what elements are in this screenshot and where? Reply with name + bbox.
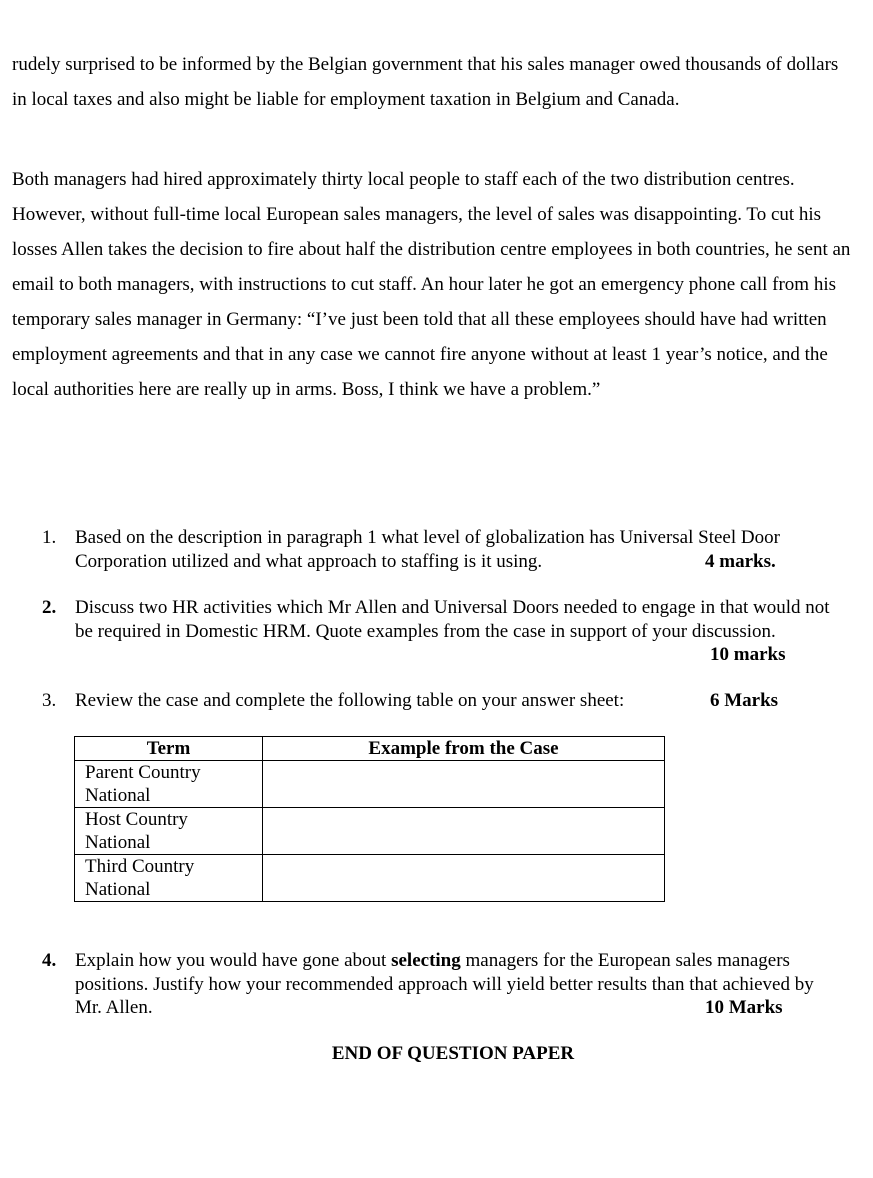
term-cell: Third Country National: [75, 855, 263, 902]
end-of-paper: END OF QUESTION PAPER: [331, 1043, 575, 1064]
question-marks: 10 marks: [710, 644, 786, 665]
question-number: 1.: [42, 527, 57, 548]
term-cell: Parent Country National: [75, 761, 263, 808]
example-cell: [263, 855, 665, 902]
question-text-before: Explain how you would have gone about: [75, 950, 392, 971]
case-paragraph-2: Both managers had hired approximately thirty local people to staff each of the two distribution centres. However, without full-time local European sales managers, the level of sales was disappointing. To cut his losses Allen takes the decision to fire about half the distribution centre employees in both countries, he sent an email to both managers, with instructions to cut staff. An hour later he got an emergency phone call from his temporary sales manager in Germany: “I’ve just been told that all these employees should have had written employment agreements and that in any case we cannot fire anyone without at least 1 year’s notice, and the local authorities here are really up in arms. Boss, I think we have a problem.”: [12, 169, 851, 400]
question-2: [42, 596, 832, 665]
question-number: 2.: [42, 597, 57, 618]
column-header-term: Term: [75, 737, 263, 761]
question-3: [42, 689, 832, 713]
question-1: [42, 526, 832, 573]
table-row: [75, 808, 665, 855]
question-text: Discuss two HR activities which Mr Allen and Universal Doors needed to engage in that would not be required in Domestic HRM. Quote examples from the case in support of your discussion.: [75, 597, 830, 642]
question-text-after: managers for the European sales managers positions. Justify how your recommended approach will yield better results than that achieved by Mr. Allen.: [75, 950, 814, 1018]
table-row: [75, 761, 665, 808]
question-text: Based on the description in paragraph 1 what level of globalization has Universal Steel Door Corporation utilized and what approach to staffing is it using.: [75, 527, 780, 572]
question-text: Review the case and complete the following table on your answer sheet:: [75, 690, 625, 711]
question-marks: 6 Marks: [710, 690, 779, 711]
question-marks: 10 Marks: [705, 997, 783, 1018]
example-cell: [263, 808, 665, 855]
table-row: [75, 855, 665, 902]
column-header-example: Example from the Case: [263, 737, 665, 761]
term-cell: Host Country National: [75, 808, 263, 855]
question-number: 3.: [42, 690, 57, 711]
terms-table: [74, 736, 665, 902]
question-4: [42, 949, 832, 1020]
question-number: 4.: [42, 950, 57, 971]
table-header-row: [75, 737, 665, 761]
question-text-emphasis: selecting: [391, 950, 461, 971]
example-cell: [263, 761, 665, 808]
question-marks: 4 marks.: [705, 550, 776, 572]
case-paragraph-1: rudely surprised to be informed by the Belgian government that his sales manager owed thousands of dollars in local taxes and also might be liable for employment taxation in Belgium and Canada.: [12, 54, 839, 110]
